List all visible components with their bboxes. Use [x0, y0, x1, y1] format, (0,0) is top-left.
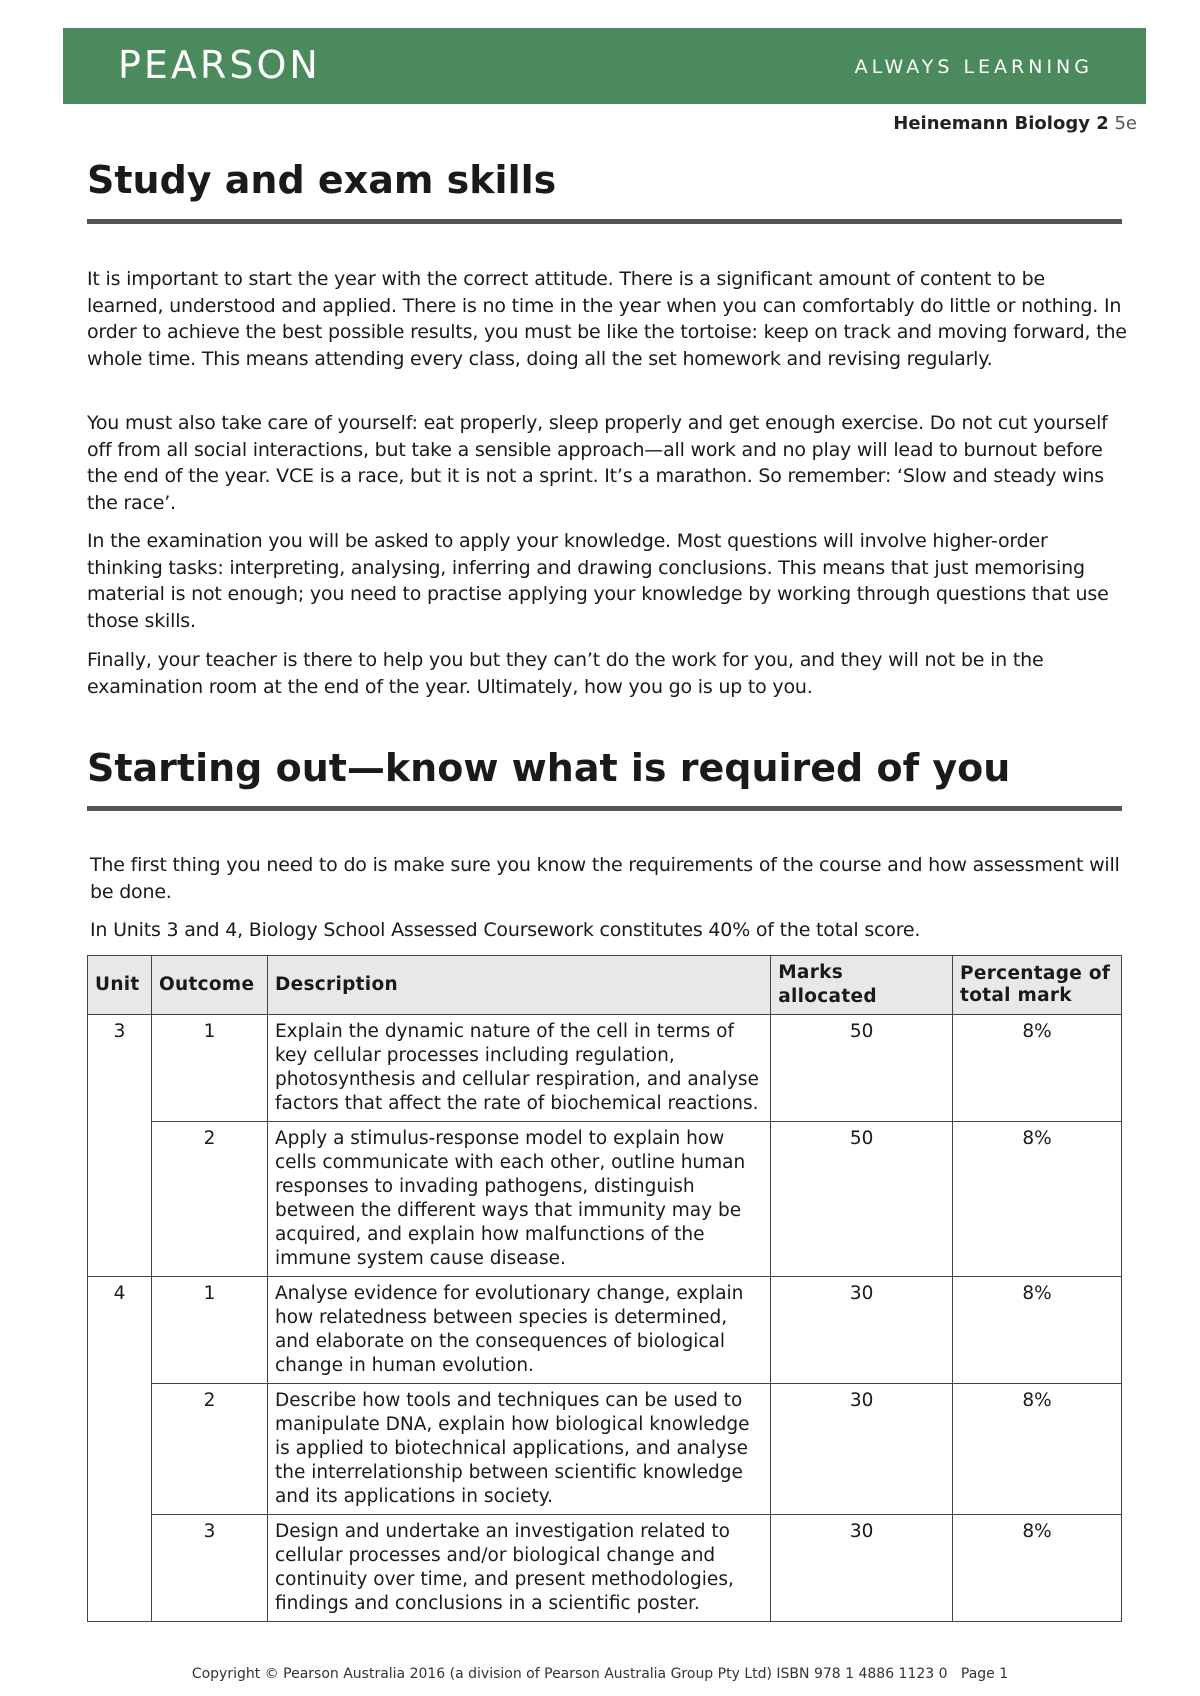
- pearson-logo: PEARSON: [118, 43, 321, 87]
- col-header-description: Description: [267, 956, 770, 1015]
- paragraph: You must also take care of yourself: eat properly, sleep properly and get enough exercise. Do not cut yourself off from all social interactions, but take a sensible approach—all work and no play will lead to burnout before the end of the year. VCE is a race, but it is not a sprint. It’s a marathon. So remember: ‘Slow and steady wins the race’.: [87, 412, 1108, 514]
- col-header-percentage: Percentage of total mark: [953, 956, 1122, 1015]
- assessment-table: [87, 955, 1122, 1622]
- col-header-marks: Marks allocated: [771, 956, 953, 1015]
- marks-cell: 30: [771, 1515, 953, 1622]
- table-header-row: [88, 956, 1122, 1015]
- table-row: [88, 1122, 1122, 1277]
- unit-cell: 4: [88, 1277, 152, 1622]
- col-header-outcome: Outcome: [151, 956, 267, 1015]
- section-heading-study: Study and exam skills: [87, 158, 557, 202]
- description-cell: Describe how tools and techniques can be used to manipulate DNA, explain how biological knowledge is applied to biotechnical applications, and analyse the interrelationship between scientific knowledge and its applications in society.: [267, 1384, 770, 1515]
- paragraph: In the examination you will be asked to apply your knowledge. Most questions will involve higher-order thinking tasks: interpreting, analysing, inferring and drawing conclusions. This means that just memorising material is not enough; you need to practise applying your knowledge by working through questions that use those skills.: [87, 530, 1109, 632]
- outcome-cell: 1: [151, 1277, 267, 1384]
- copyright-text: Copyright © Pearson Australia 2016 (a division of Pearson Australia Group Pty Ltd) ISBN 978 1 4886 1123 0: [191, 1666, 948, 1682]
- percent-cell: 8%: [953, 1015, 1122, 1122]
- paragraph: The first thing you need to do is make sure you know the requirements of the course and how assessment will be done.: [90, 854, 1120, 903]
- paragraph: In Units 3 and 4, Biology School Assessed Coursework constitutes 40% of the total score.: [90, 919, 921, 941]
- book-title-text: Heinemann Biology 2: [893, 113, 1109, 134]
- marks-cell: 30: [771, 1277, 953, 1384]
- heading-rule: [87, 219, 1122, 224]
- unit-cell: 3: [88, 1015, 152, 1277]
- book-title: [893, 113, 1137, 135]
- outcome-cell: 2: [151, 1122, 267, 1277]
- percent-cell: 8%: [953, 1515, 1122, 1622]
- table-row: [88, 1384, 1122, 1515]
- outcome-cell: 2: [151, 1384, 267, 1515]
- description-cell: Apply a stimulus-response model to explain how cells communicate with each other, outline human responses to invading pathogens, distinguish between the different ways that immunity may be acquired, and explain how malfunctions of the immune system cause disease.: [267, 1122, 770, 1277]
- page-number: Page 1: [960, 1666, 1009, 1682]
- description-cell: Design and undertake an investigation related to cellular processes and/or biological change and continuity over time, and present methodologies, findings and conclusions in a scientific poster.: [267, 1515, 770, 1622]
- description-cell: Analyse evidence for evolutionary change, explain how relatedness between species is determined, and elaborate on the consequences of biological change in human evolution.: [267, 1277, 770, 1384]
- table-row: [88, 1277, 1122, 1384]
- section-heading-starting-out: Starting out—know what is required of you: [87, 746, 1011, 790]
- description-cell: Explain the dynamic nature of the cell in terms of key cellular processes including regulation, photosynthesis and cellular respiration, and analyse factors that affect the rate of biochemical reactions.: [267, 1015, 770, 1122]
- marks-cell: 50: [771, 1122, 953, 1277]
- marks-cell: 30: [771, 1384, 953, 1515]
- table-row: [88, 1515, 1122, 1622]
- header-banner: [63, 28, 1146, 104]
- page-footer: [0, 1665, 1200, 1683]
- percent-cell: 8%: [953, 1384, 1122, 1515]
- col-header-unit: Unit: [88, 956, 152, 1015]
- book-edition: 5e: [1114, 113, 1137, 134]
- table-row: [88, 1015, 1122, 1122]
- outcome-cell: 1: [151, 1015, 267, 1122]
- paragraph: It is important to start the year with the correct attitude. There is a significant amount of content to be learned, understood and applied. There is no time in the year when you can comfortably do little or nothing. In order to achieve the best possible results, you must be like the tortoise: keep on track and moving forward, the whole time. This means attending every class, doing all the set homework and revising regularly.: [87, 268, 1127, 370]
- percent-cell: 8%: [953, 1122, 1122, 1277]
- outcome-cell: 3: [151, 1515, 267, 1622]
- tagline: ALWAYS LEARNING: [854, 56, 1093, 78]
- marks-cell: 50: [771, 1015, 953, 1122]
- paragraph: Finally, your teacher is there to help you but they can’t do the work for you, and they will not be in the examination room at the end of the year. Ultimately, how you go is up to you.: [87, 649, 1044, 698]
- heading-rule: [87, 806, 1122, 811]
- percent-cell: 8%: [953, 1277, 1122, 1384]
